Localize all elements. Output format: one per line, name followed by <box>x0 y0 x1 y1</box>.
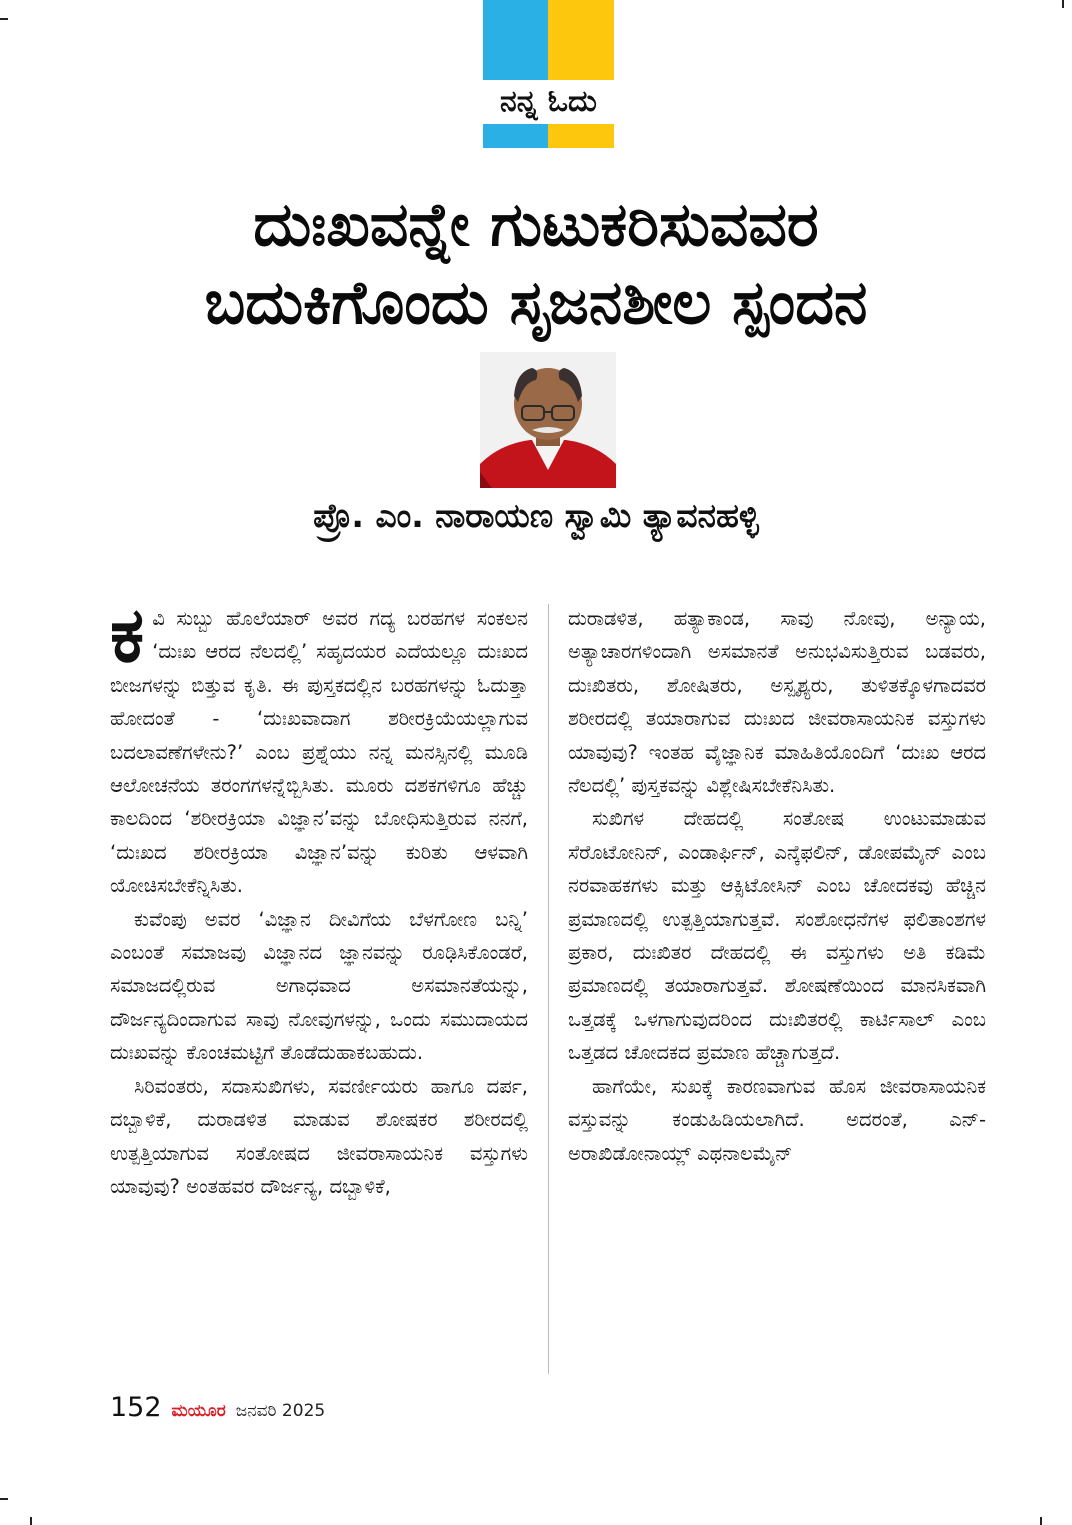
article-column-right <box>568 602 986 1170</box>
article-paragraph: ಸಿರಿವಂತರು, ಸದಾಸುಖಿಗಳು, ಸವರ್ಣೀಯರು ಹಾಗೂ ದರ್ಪ, ದಬ್ಬಾಳಿಕೆ, ದುರಾಡಳಿತ ಮಾಡುವ ಶೋಷಕರ ಶರೀರದಲ್ಲಿ ಉತ್ಪತ್ತಿಯಾಗುವ ಸಂತೋಷದ ಜೀವರಾಸಾಯನಿಕ ವಸ್ತುಗಳು ಯಾವುವು? ಅಂತಹವರ ದೌರ್ಜನ್ಯ, ದಬ್ಬಾಳಿಕೆ, <box>110 1074 528 1198</box>
magazine-name: ಮಯೂರ <box>171 1401 226 1421</box>
crop-mark <box>0 18 8 20</box>
author-photo <box>480 352 616 488</box>
logo-yellow-block <box>548 0 614 80</box>
crop-mark <box>0 1498 8 1500</box>
headline-line-2: ಬದುಕಿಗೊಂದು ಸೃಜನಶೀಲ ಸ್ಪಂದನ <box>204 268 868 338</box>
logo-blue-block <box>483 0 548 80</box>
article-paragraph: ಹಾಗೆಯೇ, ಸುಖಕ್ಕೆ ಕಾರಣವಾಗುವ ಹೊಸ ಜೀವರಾಸಾಯನಿಕ ವಸ್ತುವನ್ನು ಕಂಡುಹಿಡಿಯಲಾಗಿದೆ. ಅದರಂತೆ, ಎನ್-ಅರಾಖಿಡೋನಾಯ್ಲ್ ಎಥನಾಲಮೈನ್ <box>568 1074 986 1165</box>
logo-yellow-strip <box>548 124 614 148</box>
crop-mark <box>30 1517 32 1525</box>
article-paragraph: ಸುಖಿಗಳ ದೇಹದಲ್ಲಿ ಸಂತೋಷ ಉಂಟುಮಾಡುವ ಸೆರೊಟೋನಿನ್, ಎಂಡಾರ್ಫಿನ್, ಎನ್ಕೆಫಲಿನ್, ಡೋಪಮೈನ್ ಎಂಬ ನರವಾಹಕಗಳು ಮತ್ತು ಆಕ್ಸಿಟೋಸಿನ್ ಎಂಬ ಚೋದಕವು ಹೆಚ್ಚಿನ ಪ್ರಮಾಣದಲ್ಲಿ ಉತ್ಪತ್ತಿಯಾಗುತ್ತವೆ. ಸಂಶೋಧನೆಗಳ ಫಲಿತಾಂಶಗಳ ಪ್ರಕಾರ, ದುಃಖಿತರ ದೇಹದಲ್ಲಿ ಈ ವಸ್ತುಗಳು ಅತಿ ಕಡಿಮೆ ಪ್ರಮಾಣದಲ್ಲಿ ತಯಾರಾಗುತ್ತವೆ. ಶೋಷಣೆಯಿಂದ ಮಾನಸಿಕವಾಗಿ ಒತ್ತಡಕ್ಕೆ ಒಳಗಾಗುವುದರಿಂದ ದುಃಖಿತರಲ್ಲಿ ಕಾರ್ಟಿಸಾಲ್ ಎಂಬ ಒತ್ತಡದ ಚೋದಕದ ಪ್ರಮಾಣ ಹೆಚ್ಚಾಗುತ್ತದೆ. <box>568 807 986 1065</box>
logo-blue-strip <box>483 124 548 148</box>
article-paragraph: ದುರಾಡಳಿತ, ಹತ್ಯಾಕಾಂಡ, ಸಾವು ನೋವು, ಅನ್ಯಾಯ, ಅತ್ಯಾಚಾರಗಳಿಂದಾಗಿ ಅಸಮಾನತೆ ಅನುಭವಿಸುತ್ತಿರುವ ಬಡವರು, ದುಃಖಿತರು, ಶೋಷಿತರು, ಅಸ್ಪೃಶ್ಯರು, ತುಳಿತಕ್ಕೊಳಗಾದವರ ಶರೀರದಲ್ಲಿ ತಯಾರಾಗುವ ದುಃಖದ ಜೀವರಾಸಾಯನಿಕ ವಸ್ತುಗಳು ಯಾವುವು? ಇಂತಹ ವೈಜ್ಞಾನಿಕ ಮಾಹಿತಿಯೊಂದಿಗೆ ‘ದುಃಖ ಆರದ ನೆಲದಲ್ಲಿ’ ಪುಸ್ತಕವನ್ನು ವಿಶ್ಲೇಷಿಸಬೇಕೆನಿಸಿತು. <box>568 607 986 798</box>
page-footer <box>110 1392 325 1432</box>
paragraph-text: ವಿ ಸುಬ್ಬು ಹೊಲೆಯಾರ್ ಅವರ ಗದ್ಯ ಬರಹಗಳ ಸಂಕಲನ ‘ದುಃಖ ಆರದ ನೆಲದಲ್ಲಿ’ ಸಹೃದಯರ ಎದೆಯಲ್ಲೂ ದುಃಖದ ಬೀಜಗಳನ್ನು ಬಿತ್ತುವ ಕೃತಿ. ಈ ಪುಸ್ತಕದಲ್ಲಿನ ಬರಹಗಳನ್ನು ಓದುತ್ತಾ ಹೋದಂತೆ - ‘ದುಃಖವಾದಾಗ ಶರೀರಕ್ರಿಯೆಯಲ್ಲಾಗುವ ಬದಲಾವಣೆಗಳೇನು?’ ಎಂಬ ಪ್ರಶ್ನೆಯು ನನ್ನ ಮನಸ್ಸಿನಲ್ಲಿ ಮೂಡಿ ಆಲೋಚನೆಯ ತರಂಗಗಳನ್ನೆಬ್ಬಿಸಿತು. ಮೂರು ದಶಕಗಳಿಗೂ ಹೆಚ್ಚು ಕಾಲದಿಂದ ‘ಶರೀರಕ್ರಿಯಾ ವಿಜ್ಞಾನ’ವನ್ನು ಬೋಧಿಸುತ್ತಿರುವ ನನಗೆ, ‘ದುಃಖದ ಶರೀರಕ್ರಿಯಾ ವಿಜ್ಞಾನ’ವನ್ನು ಕುರಿತು ಆಳವಾಗಿ ಯೋಚಿಸಬೇಕೆನ್ನಿಸಿತು. <box>110 607 528 898</box>
author-name: ಪ್ರೊ. ಎಂ. ನಾರಾಯಣ ಸ್ವಾಮಿ ತ್ಯಾವನಹಳ್ಳಿ <box>313 496 759 535</box>
section-logo <box>483 0 614 148</box>
column-divider <box>548 604 549 1374</box>
article-paragraph: ಕುವೆಂಪು ಅವರ ‘ವಿಜ್ಞಾನ ದೀವಿಗೆಯ ಬೆಳಗೋಣ ಬನ್ನಿ’ ಎಂಬಂತೆ ಸಮಾಜವು ವಿಜ್ಞಾನದ ಜ್ಞಾನವನ್ನು ರೂಢಿಸಿಕೊಂಡರೆ, ಸಮಾಜದಲ್ಲಿರುವ ಅಗಾಧವಾದ ಅಸಮಾನತೆಯನ್ನು, ದೌರ್ಜನ್ಯದಿಂದಾಗುವ ಸಾವು ನೋವುಗಳನ್ನು, ಒಂದು ಸಮುದಾಯದ ದುಃಖವನ್ನು ಕೊಂಚಮಟ್ಟಿಗೆ ತೊಡೆದುಹಾಕಬಹುದು. <box>110 907 528 1065</box>
issue-date: ಜನವರಿ 2025 <box>235 1401 326 1421</box>
author-portrait-illustration <box>480 352 616 488</box>
crop-mark <box>1062 0 1064 8</box>
headline-line-1: ದುಃಖವನ್ನೇ ಗುಟುಕರಿಸುವವರ <box>253 190 819 260</box>
drop-cap: ಕ <box>110 590 145 679</box>
crop-mark <box>1040 1517 1042 1525</box>
article-paragraph <box>110 590 528 903</box>
section-label: ನನ್ನ ಓದು <box>483 80 614 124</box>
page-number: 152 <box>110 1392 162 1423</box>
article-column-left <box>110 590 528 1203</box>
